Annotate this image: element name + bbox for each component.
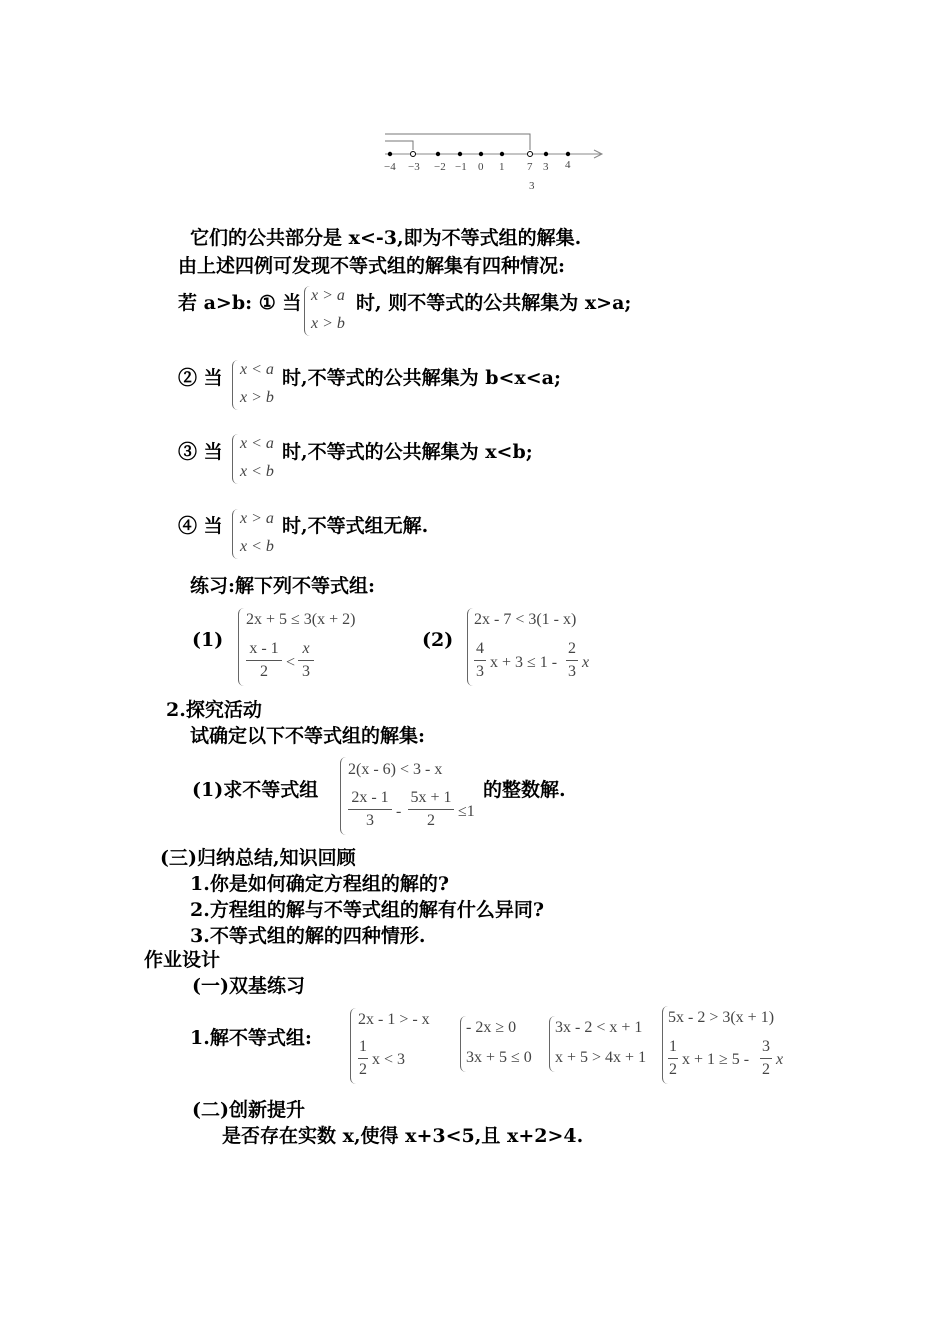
case4-suffix: 时,不等式组无解. (282, 515, 429, 537)
case2-brace (232, 360, 239, 410)
case3-suffix: 时,不等式的公共解集为 x<b; (282, 441, 533, 463)
case2-prefix: ② 当 (178, 367, 223, 389)
nl-label: −4 (384, 161, 396, 173)
practice2-frac-2: 2 3 (568, 640, 576, 680)
summary-title: (三)归纳总结,知识回顾 (160, 847, 356, 869)
nl-label: 3 (543, 161, 549, 173)
homework-title: 作业设计 (144, 949, 221, 971)
explore-sub: 试确定以下不等式组的解集: (190, 725, 426, 747)
practice1-op: < (286, 654, 296, 671)
explore-q1-prefix: (1)求不等式组 (192, 779, 319, 801)
nl-label: −1 (455, 161, 467, 173)
case4-brace (232, 509, 239, 559)
practice-title: 练习:解下列不等式组: (190, 575, 376, 597)
practice1-frac-1: x - 1 2 (246, 640, 282, 681)
common-part-text: 它们的公共部分是 x<-3,即为不等式组的解集. (190, 227, 582, 249)
case2-ineq-2: x > b (240, 389, 274, 406)
tick-dot (458, 152, 462, 156)
case1-suffix: 时, 则不等式的公共解集为 x>a; (356, 292, 632, 314)
tick-dot (388, 152, 392, 156)
sysC-ineq-2: x + 5 > 4x + 1 (555, 1049, 647, 1066)
summary-item: 2.方程组的解与不等式组的解有什么异同? (190, 899, 544, 921)
explore-end: ≤1 (458, 803, 475, 820)
case1-brace (304, 286, 311, 336)
sysD-end: x (776, 1051, 784, 1068)
homework-q2: 是否存在实数 x,使得 x+3<5,且 x+2>4. (222, 1125, 584, 1147)
tick-dot (544, 152, 548, 156)
sysA-brace (350, 1008, 357, 1084)
nl-label: 7 (527, 161, 533, 173)
tick-dot (500, 152, 504, 156)
practice2-frac-1: 4 3 (476, 640, 484, 680)
summary-item: 3.不等式组的解的四种情形. (190, 925, 426, 947)
tick-dot (479, 152, 483, 156)
case1-prefix: 若 a>b: ① 当 (178, 292, 302, 314)
explore-op: - (396, 803, 402, 820)
nl-label: −3 (408, 161, 420, 173)
case3-prefix: ③ 当 (178, 441, 223, 463)
case4-ineq-1: x > a (240, 510, 274, 527)
sysD-frac-2: 3 2 (762, 1038, 770, 1078)
case3-brace (232, 434, 239, 484)
practice1-frac-2: x 3 (298, 640, 314, 681)
explore-title: 2.探究活动 (166, 699, 262, 721)
sysD-frac-1: 1 2 (669, 1038, 677, 1078)
homework-q1-label: 1.解不等式组: (190, 1027, 312, 1049)
homework-s1: (一)双基练习 (192, 975, 305, 997)
nl-label: 1 (499, 161, 505, 173)
case4-ineq-2: x < b (240, 538, 274, 555)
practice2-end: x (582, 654, 590, 671)
practice-num-2: (2) (422, 629, 454, 651)
practice1-brace (238, 608, 245, 686)
summary-item: 1.你是如何确定方程组的解的? (190, 873, 449, 895)
sysD-ineq-2: x + 1 ≥ 5 - (682, 1051, 750, 1068)
practice-num-1: (1) (192, 629, 224, 651)
sysC-ineq-1: 3x - 2 < x + 1 (555, 1019, 643, 1036)
explore-q1-suffix: 的整数解. (483, 779, 566, 801)
sysA-frac: 1 2 (359, 1038, 367, 1078)
case3-ineq-1: x < a (240, 435, 274, 452)
sysA-ineq-1: 2x - 1 > - x (358, 1011, 430, 1028)
tick-open (411, 152, 416, 157)
case3-ineq-2: x < b (240, 463, 274, 480)
practice2-brace (467, 608, 474, 686)
sysD-ineq-1: 5x - 2 > 3(x + 1) (668, 1009, 775, 1026)
nl-frac-den: 3 (529, 180, 535, 192)
homework-s2: (二)创新提升 (192, 1099, 305, 1121)
case1-ineq-1: x > a (311, 287, 345, 304)
case4-prefix: ④ 当 (178, 515, 223, 537)
sysA-ineq-2: x < 3 (372, 1051, 406, 1068)
explore-frac-1: 2x - 1 3 (348, 789, 392, 830)
case2-ineq-1: x < a (240, 361, 274, 378)
tick-open (528, 152, 533, 157)
tick-dot (436, 152, 440, 156)
sysB-ineq-1: - 2x ≥ 0 (466, 1019, 517, 1036)
practice2-ineq-1: 2x - 7 < 3(1 - x) (474, 611, 577, 628)
explore-brace (340, 757, 347, 835)
nl-label: 4 (565, 159, 571, 171)
nl-label: −2 (434, 161, 446, 173)
nl-label: 0 (478, 161, 484, 173)
sysB-ineq-2: 3x + 5 ≤ 0 (466, 1049, 532, 1066)
practice2-mid: x + 3 ≤ 1 - (490, 654, 558, 671)
case1-ineq-2: x > b (311, 315, 345, 332)
explore-frac-2: 5x + 1 2 (408, 789, 454, 830)
case2-suffix: 时,不等式的公共解集为 b<x<a; (282, 367, 562, 389)
explore-ineq-1: 2(x - 6) < 3 - x (348, 761, 443, 778)
four-cases-intro: 由上述四例可发现不等式组的解集有四种情况: (178, 255, 566, 277)
practice1-ineq-1: 2x + 5 ≤ 3(x + 2) (246, 611, 356, 628)
